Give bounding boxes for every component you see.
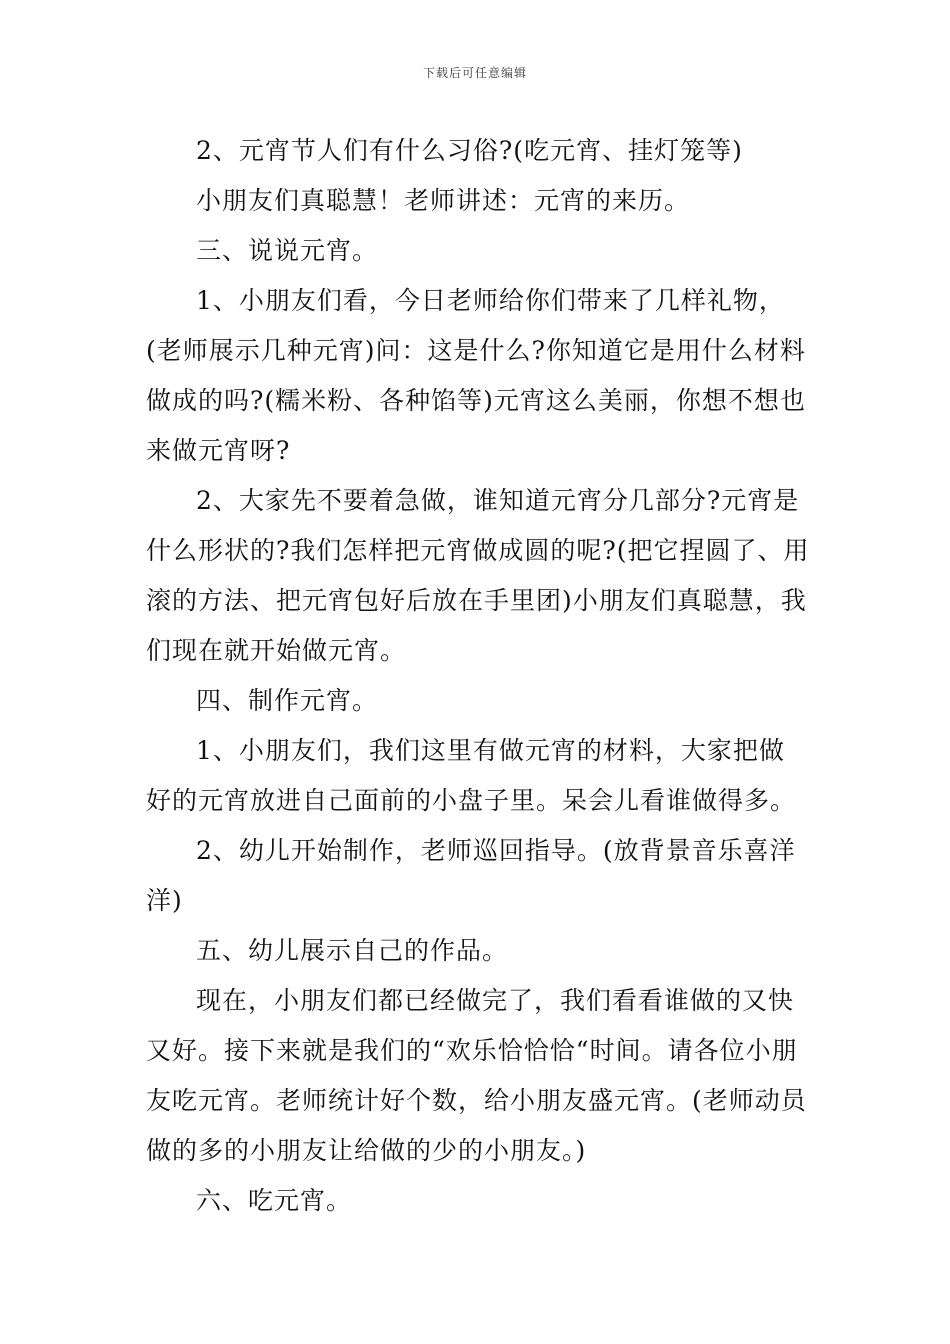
- paragraph-origin-story: 小朋友们真聪慧！老师讲述：元宵的来历。: [196, 186, 691, 215]
- paragraph-shape-question: 2、大家先不要着急做，谁知道元宵分几部分?元宵是什么形状的?我们怎样把元宵做成圆的呢?(把它捏圆了、用滚的方法、把元宵包好后放在手里团)小朋友们真聪慧，我们现在就开始做元宵。: [146, 486, 810, 665]
- page-header: 下载后可任意编辑: [422, 66, 527, 80]
- section-heading-eat-yuanxiao: 六、吃元宵。: [196, 1186, 353, 1215]
- section-heading-show-works: 五、幼儿展示自己的作品。: [196, 936, 509, 965]
- paragraph-show-gifts: 1、小朋友们看，今日老师给你们带来了几样礼物，(老师展示几种元宵)问：这是什么?你知道它是用什么材料做成的吗?(糯米粉、各种馅等)元宵这么美丽，你想不想也来做元宵呀?: [146, 286, 806, 465]
- paragraph-customs-question: 2、元宵节人们有什么习俗?(吃元宵、挂灯笼等): [196, 136, 743, 165]
- section-heading-talk-yuanxiao: 三、说说元宵。: [196, 236, 379, 265]
- section-heading-make-yuanxiao: 四、制作元宵。: [196, 686, 379, 715]
- paragraph-materials: 1、小朋友们，我们这里有做元宵的材料，大家把做好的元宵放进自己面前的小盘子里。呆会儿看谁做得多。: [146, 736, 797, 815]
- paragraph-happy-time: 现在，小朋友们都已经做完了，我们看看谁做的又快又好。接下来就是我们的“欢乐恰恰恰“时间。请各位小朋友吃元宵。老师统计好个数，给小朋友盛元宵。(老师动员做的多的小朋友让给做的少的小朋友。): [146, 986, 807, 1165]
- document-body: [146, 126, 810, 1226]
- paragraph-children-make: 2、幼儿开始制作，老师巡回指导。(放背景音乐喜洋洋): [146, 836, 796, 915]
